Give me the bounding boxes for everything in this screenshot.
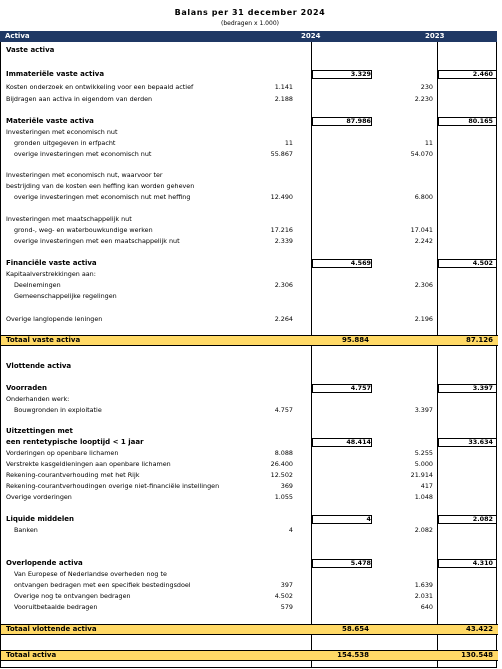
row-label: Bijdragen aan activa in eigendom van derden	[6, 95, 153, 103]
value-2023: 2.082	[414, 526, 433, 534]
value-2023: 2.242	[414, 237, 433, 245]
subtotal-2023: 2.460	[472, 70, 493, 78]
total-row	[1, 624, 498, 635]
value-2024: 369	[280, 482, 293, 490]
row-label: grond-, weg- en waterbouwkundige werken	[14, 226, 153, 234]
total-row	[1, 335, 498, 346]
row-label: Overige vorderingen	[6, 493, 72, 501]
row-label: Overlopende activa	[6, 559, 83, 567]
value-2023: 6.800	[414, 193, 433, 201]
value-2024: 8.088	[274, 449, 293, 457]
row-label: Gemeenschappelijke regelingen	[14, 292, 117, 300]
value-2023: 21.914	[410, 471, 433, 479]
row-label: Vorderingen op openbare lichamen	[6, 449, 119, 457]
row-label: Overige nog te ontvangen bedragen	[14, 592, 131, 600]
row-label: Rekening-courantverhoudingen overige niet-financiële instellingen	[6, 482, 220, 490]
value-2023: 1.048	[414, 493, 433, 501]
table-row	[1, 525, 498, 536]
total-label: Totaal vaste activa	[6, 336, 81, 344]
row-label: Vooruitbetaalde bedragen	[14, 603, 98, 611]
row-label: Kapitaalverstrekkingen aan:	[6, 270, 96, 278]
row-label: Liquide middelen	[6, 515, 75, 523]
table-row	[1, 558, 498, 569]
table-row	[1, 138, 498, 149]
total-2023: 87.126	[465, 336, 493, 344]
row-label: een rentetypische looptijd < 1 jaar	[6, 438, 144, 446]
table-row	[1, 448, 498, 459]
value-2024: 1.055	[274, 493, 293, 501]
table-row	[1, 269, 498, 280]
row-label: Vlottende activa	[6, 362, 72, 370]
row-label: overige investeringen met economisch nut	[14, 150, 152, 158]
table-row	[1, 602, 498, 613]
table-row	[1, 236, 498, 247]
table-row	[1, 280, 498, 291]
row-label: ontvangen bedragen met een specifiek bestedingsdoel	[14, 581, 191, 589]
table-row	[1, 149, 498, 160]
row-label: Immateriële vaste activa	[6, 70, 105, 78]
header-2024: 2024	[301, 32, 321, 40]
subtotal-2024: 3.329	[350, 70, 371, 78]
value-2023: 17.041	[410, 226, 433, 234]
table-row	[1, 45, 498, 56]
row-label: Kosten onderzoek en ontwikkeling voor een bepaald actief	[6, 83, 194, 91]
subtotal-2023: 3.397	[472, 384, 493, 392]
table-row	[1, 170, 498, 181]
value-2024: 2.264	[274, 315, 293, 323]
value-2023: 54.070	[410, 150, 433, 158]
table-row	[1, 291, 498, 302]
row-label: Deelnemingen	[14, 281, 61, 289]
row-label: Investeringen met economisch nut, waarvoor ter	[6, 171, 163, 179]
table-row	[1, 69, 498, 80]
row-label: gronden uitgegeven in erfpacht	[14, 139, 116, 147]
value-2023: 11	[424, 139, 433, 147]
subtotal-2023: 80.165	[468, 117, 493, 125]
table-row	[1, 569, 498, 580]
table-row	[1, 405, 498, 416]
table-row	[1, 116, 498, 127]
value-2024: 11	[284, 139, 293, 147]
value-2023: 2.196	[414, 315, 433, 323]
table-row	[1, 481, 498, 492]
table-row	[1, 591, 498, 602]
row-label: Onderhanden werk:	[6, 395, 70, 403]
table-row	[1, 361, 498, 372]
subtotal-2024: 48.414	[346, 438, 371, 446]
value-2024: 17.216	[270, 226, 293, 234]
row-label: Financiële vaste activa	[6, 259, 97, 267]
row-label: Rekening-courantverhouding met het Rijk	[6, 471, 140, 479]
value-2024: 26.400	[270, 460, 293, 468]
total-2024: 58.654	[341, 625, 369, 633]
row-label: Van Europese of Nederlandse overheden nog te	[14, 570, 167, 578]
subtotal-2024: 5.478	[350, 559, 371, 567]
subtotal-2023: 4.310	[472, 559, 493, 567]
row-label: Overige langlopende leningen	[6, 315, 103, 323]
table-row	[1, 82, 498, 93]
value-2024: 1.141	[274, 83, 293, 91]
subtotal-2023: 4.502	[472, 259, 493, 267]
table-row	[1, 492, 498, 503]
row-label: Bouwgronden in exploitatie	[14, 406, 102, 414]
value-2024: 2.188	[274, 95, 293, 103]
row-label: Investeringen met economisch nut	[6, 128, 118, 136]
total-2024: 95.884	[341, 336, 369, 344]
table-row	[1, 514, 498, 525]
total-2023: 43.422	[465, 625, 493, 633]
row-label: overige investeringen met economisch nut met heffing	[14, 193, 191, 201]
value-2024: 2.306	[274, 281, 293, 289]
table-row	[1, 181, 498, 192]
row-label: Voorraden	[6, 384, 48, 392]
subtotal-2024: 87.986	[346, 117, 371, 125]
page-title: Balans per 31 december 2024	[174, 8, 326, 17]
table-row	[1, 383, 498, 394]
total-2023: 130.548	[461, 651, 493, 659]
table-row	[1, 258, 498, 269]
value-2023: 2.230	[414, 95, 433, 103]
subtotal-2024: 4.569	[350, 259, 371, 267]
table-body	[0, 42, 497, 668]
table-row	[1, 459, 498, 470]
table-row	[1, 314, 498, 325]
value-2023: 5.000	[414, 460, 433, 468]
value-2023: 640	[420, 603, 433, 611]
table-row	[1, 225, 498, 236]
table-row	[1, 437, 498, 448]
value-2023: 2.031	[414, 592, 433, 600]
row-label: Uitzettingen met	[6, 427, 73, 435]
value-2024: 2.339	[274, 237, 293, 245]
table-row	[1, 580, 498, 591]
table-row	[1, 394, 498, 405]
table-header	[0, 31, 497, 42]
total-label: Totaal activa	[6, 651, 57, 659]
header-activa: Activa	[5, 32, 30, 40]
row-label: Verstrekte kasgeldleningen aan openbare lichamen	[6, 460, 171, 468]
total-2024: 154.538	[337, 651, 369, 659]
value-2024: 4.757	[274, 406, 293, 414]
row-label: overige investeringen met een maatschappelijk nut	[14, 237, 180, 245]
page-subtitle: (bedragen x 1.000)	[221, 20, 279, 27]
value-2024: 579	[280, 603, 293, 611]
header-2023: 2023	[425, 32, 445, 40]
total-label: Totaal vlottende activa	[6, 625, 97, 633]
value-2024: 55.867	[270, 150, 293, 158]
row-label: bestrijding van de kosten een heffing kan worden geheven	[6, 182, 195, 190]
table-row	[1, 426, 498, 437]
table-row	[1, 94, 498, 105]
value-2023: 230	[420, 83, 433, 91]
subtotal-2024: 4	[366, 515, 371, 523]
value-2024: 12.490	[270, 193, 293, 201]
value-2023: 2.306	[414, 281, 433, 289]
table-row	[1, 192, 498, 203]
value-2023: 5.255	[414, 449, 433, 457]
value-2023: 417	[420, 482, 433, 490]
value-2023: 3.397	[414, 406, 433, 414]
row-label: Investeringen met maatschappelijk nut	[6, 215, 132, 223]
value-2023: 1.639	[414, 581, 433, 589]
row-label: Banken	[14, 526, 38, 534]
value-2024: 4	[288, 526, 293, 534]
subtotal-2024: 4.757	[350, 384, 371, 392]
value-2024: 397	[280, 581, 293, 589]
total-row	[1, 650, 498, 661]
subtotal-2023: 2.082	[472, 515, 493, 523]
row-label: Vaste activa	[6, 46, 55, 54]
value-2024: 12.502	[270, 471, 293, 479]
table-row	[1, 127, 498, 138]
subtotal-2023: 33.634	[468, 438, 493, 446]
value-2024: 4.502	[274, 592, 293, 600]
row-label: Materiële vaste activa	[6, 117, 94, 125]
table-row	[1, 214, 498, 225]
table-row	[1, 470, 498, 481]
